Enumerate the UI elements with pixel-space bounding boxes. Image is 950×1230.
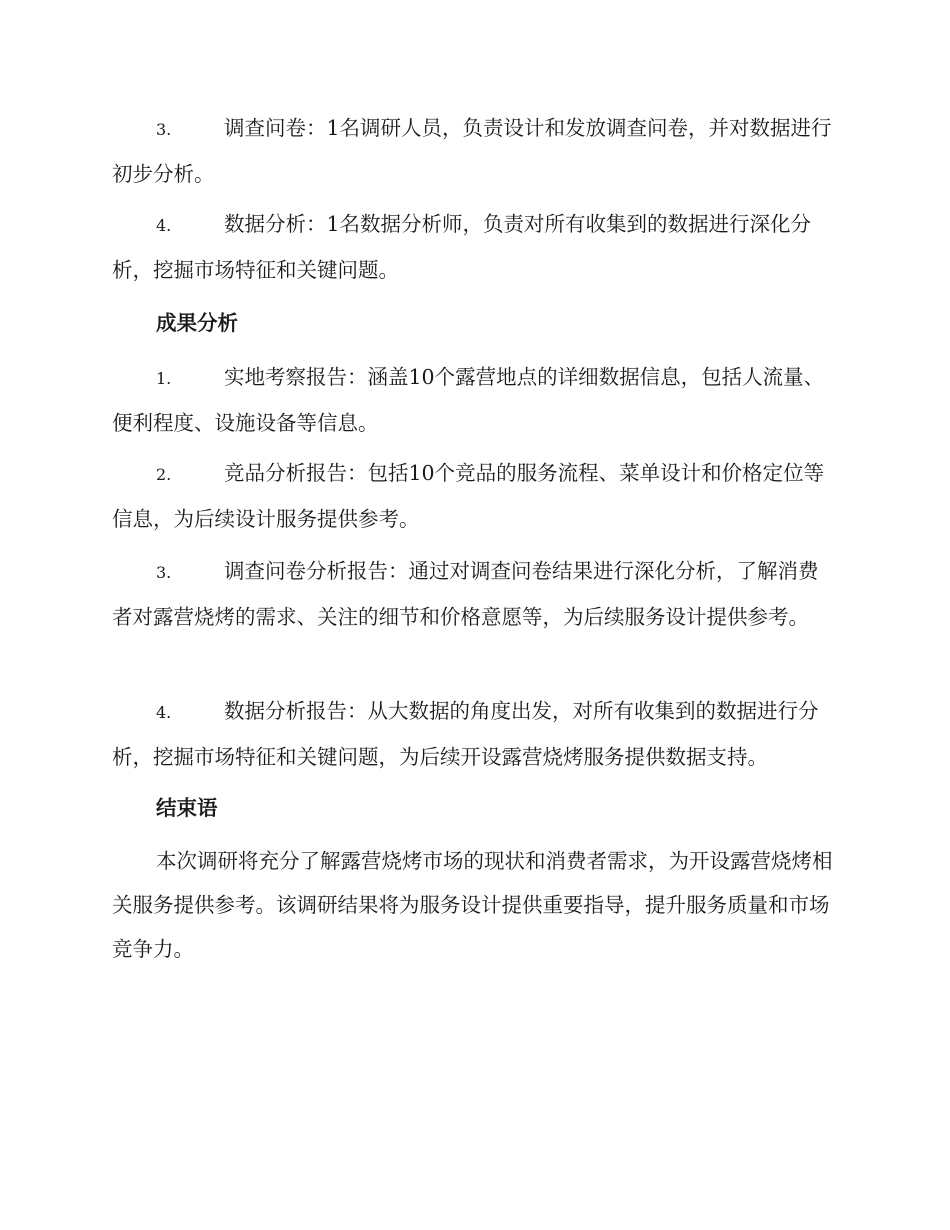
item-text: 数据分析报告：从大数据的角度出发，对所有收集到的数据进行分析，挖掘市场特征和关键问题，为后续开设露营烧烤服务提供数据支持。 xyxy=(112,699,819,769)
results-item-4 xyxy=(112,689,834,779)
results-item-2 xyxy=(112,451,834,541)
staff-item-3 xyxy=(112,106,834,196)
staff-item-4 xyxy=(112,202,834,292)
item-text: 实地考察报告：涵盖10个露营地点的详细数据信息，包括人流量、便利程度、设施设备等信息。 xyxy=(112,365,825,435)
item-number: 4. xyxy=(156,703,172,722)
item-number: 3. xyxy=(156,563,172,582)
item-number: 4. xyxy=(156,216,172,235)
results-item-1 xyxy=(112,355,834,445)
item-text: 竞品分析报告：包括10个竞品的服务流程、菜单设计和价格定位等信息，为后续设计服务提供参考。 xyxy=(112,461,825,531)
item-number: 3. xyxy=(156,120,172,139)
conclusion-text: 本次调研将充分了解露营烧烤市场的现状和消费者需求，为开设露营烧烤相关服务提供参考。该调研结果将为服务设计提供重要指导，提升服务质量和市场竞争力。 xyxy=(112,849,833,961)
item-text: 调查问卷：1名调研人员，负责设计和发放调查问卷，并对数据进行初步分析。 xyxy=(112,116,832,186)
item-number: 1. xyxy=(156,369,172,388)
item-text: 调查问卷分析报告：通过对调查问卷结果进行深化分析，了解消费者对露营烧烤的需求、关注的细节和价格意愿等，为后续服务设计提供参考。 xyxy=(112,559,819,629)
results-heading: 成果分析 xyxy=(156,311,238,335)
conclusion-heading: 结束语 xyxy=(156,796,218,820)
item-number: 2. xyxy=(156,465,172,484)
item-text: 数据分析：1名数据分析师，负责对所有收集到的数据进行深化分析，挖掘市场特征和关键问题。 xyxy=(112,212,812,282)
results-item-3 xyxy=(112,549,834,639)
